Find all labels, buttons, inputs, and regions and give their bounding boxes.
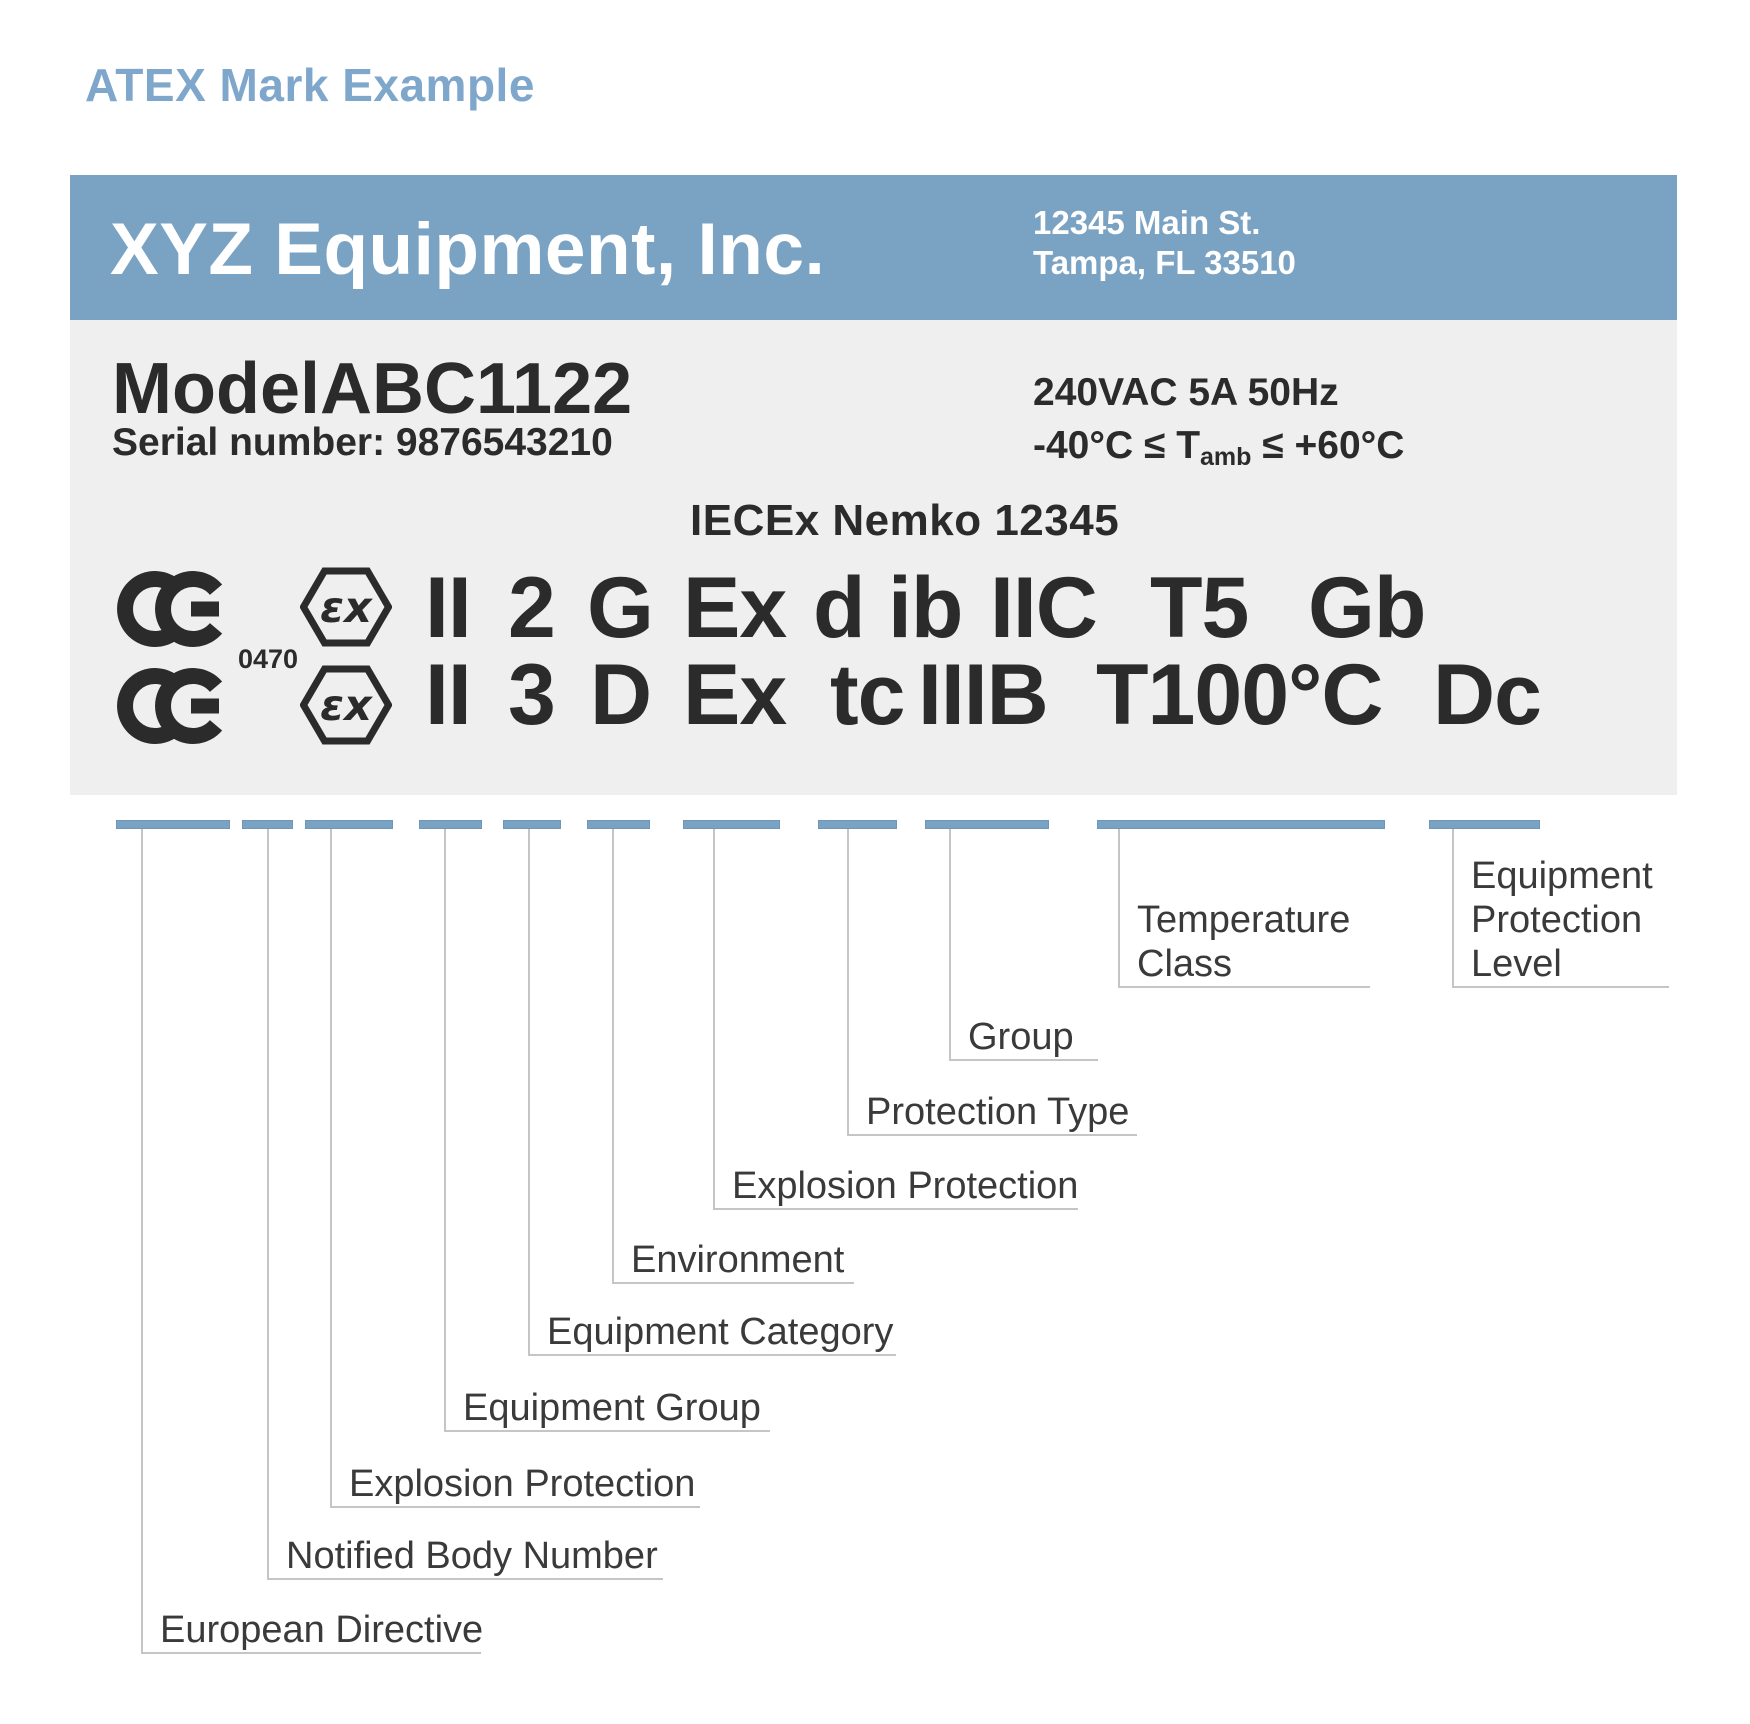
tick-explosion-protection xyxy=(683,820,780,829)
tick-explosion-protection-ce xyxy=(305,820,393,829)
annotation-label-line: Notified Body Number xyxy=(286,1535,658,1577)
underline-equipment-group xyxy=(444,1430,770,1432)
atex-label xyxy=(70,175,1677,795)
tick-equipment-protection-level xyxy=(1429,820,1540,829)
mark-token: d xyxy=(813,560,865,656)
ex-hexagon-icon xyxy=(300,665,392,745)
mark-token: 2 xyxy=(508,560,555,656)
connector-line-explosion-protection xyxy=(713,829,715,1208)
annotation-label-explosion-protection xyxy=(732,1164,1078,1208)
tick-temperature-class xyxy=(1097,820,1385,829)
connector-line-explosion-protection-ce xyxy=(330,829,332,1506)
mark-token: D xyxy=(590,647,652,743)
tick-environment xyxy=(587,820,650,829)
mark-token: G xyxy=(587,560,653,656)
underline-temperature-class xyxy=(1118,986,1370,988)
mark-token: Dc xyxy=(1433,647,1541,743)
connector-line-notified-body-number xyxy=(267,829,269,1578)
notified-body-number: 0470 xyxy=(238,644,299,674)
annotation-label-line: Group xyxy=(968,1016,1074,1058)
company-address xyxy=(1033,203,1296,283)
mark-token: IIC xyxy=(990,560,1097,656)
address-line-1: 12345 Main St. xyxy=(1033,204,1261,241)
annotation-label-explosion-protection-ce xyxy=(349,1462,695,1506)
company-name: XYZ Equipment, Inc. xyxy=(110,209,826,290)
tick-european-directive xyxy=(116,820,230,829)
annotation-label-group xyxy=(968,1015,1074,1059)
connector-line-group xyxy=(949,829,951,1059)
annotation-label-line: Explosion Protection xyxy=(349,1463,696,1505)
mark-token: Ex xyxy=(683,560,787,656)
mark-token: Gb xyxy=(1308,560,1426,656)
ex-hexagon-icon xyxy=(300,567,392,647)
underline-environment xyxy=(612,1282,854,1284)
label-header-band xyxy=(70,175,1677,320)
mark-token: Ex xyxy=(683,647,787,743)
connector-line-european-directive xyxy=(141,829,143,1652)
underline-notified-body-number xyxy=(267,1578,663,1580)
mark-token: T5 xyxy=(1150,560,1249,656)
tick-group xyxy=(925,820,1049,829)
ce-mark-icon xyxy=(117,667,230,745)
annotation-label-notified-body-number xyxy=(286,1534,658,1578)
underline-explosion-protection-ce xyxy=(330,1506,700,1508)
underline-european-directive xyxy=(141,1652,481,1654)
annotation-label-temperature-class xyxy=(1137,898,1350,986)
annotation-label-line: Protection xyxy=(1471,899,1643,941)
connector-line-environment xyxy=(612,829,614,1282)
mark-token: IIIB xyxy=(918,647,1048,743)
tick-equipment-category xyxy=(503,820,561,829)
iecex-certificate-number: IECEx Nemko 12345 xyxy=(690,496,1120,545)
connector-line-temperature-class xyxy=(1118,829,1120,986)
serial-number: Serial number: 9876543210 xyxy=(112,421,613,464)
mark-token: II xyxy=(425,647,471,743)
underline-equipment-protection-level xyxy=(1452,986,1669,988)
underline-protection-type xyxy=(847,1134,1137,1136)
model-number: ModelABC1122 xyxy=(112,349,633,429)
annotation-label-line: Equipment Group xyxy=(463,1387,761,1429)
annotation-label-protection-type xyxy=(866,1090,1129,1134)
ex-glyph: εx xyxy=(320,583,372,633)
page-title: ATEX Mark Example xyxy=(85,59,535,111)
annotation-label-line: Equipment Category xyxy=(547,1311,894,1353)
underline-explosion-protection xyxy=(713,1208,1078,1210)
underline-equipment-category xyxy=(528,1354,896,1356)
mark-token: tc xyxy=(830,647,905,743)
connector-line-equipment-category xyxy=(528,829,530,1354)
annotation-label-european-directive xyxy=(160,1608,483,1652)
tick-notified-body-number xyxy=(242,820,293,829)
annotation-label-line: European Directive xyxy=(160,1609,484,1651)
annotation-label-line: Temperature xyxy=(1137,899,1351,941)
tick-equipment-group xyxy=(419,820,482,829)
ex-glyph: εx xyxy=(320,681,372,731)
temp-subscript: amb xyxy=(1200,443,1252,471)
annotation-label-equipment-group xyxy=(463,1386,761,1430)
tick-protection-type xyxy=(818,820,897,829)
annotation-label-line: Class xyxy=(1137,943,1233,985)
temp-prefix: -40°C ≤ T xyxy=(1033,424,1201,467)
mark-token: T100°C xyxy=(1096,647,1383,743)
underline-group xyxy=(949,1059,1098,1061)
annotation-label-line: Level xyxy=(1471,943,1562,985)
electrical-rating: 240VAC 5A 50Hz xyxy=(1033,371,1339,414)
annotation-label-equipment-protection-level xyxy=(1471,854,1653,986)
annotation-label-equipment-category xyxy=(547,1310,893,1354)
annotation-label-line: Explosion Protection xyxy=(732,1165,1079,1207)
mark-token: 3 xyxy=(508,647,555,743)
ambient-temperature-range xyxy=(1033,426,1404,470)
temp-suffix: ≤ +60°C xyxy=(1251,424,1405,467)
annotation-label-line: Protection Type xyxy=(866,1091,1130,1133)
annotation-label-line: Equipment xyxy=(1471,855,1653,897)
ce-mark-icon xyxy=(117,570,230,648)
connector-line-equipment-group xyxy=(444,829,446,1430)
mark-token: ib xyxy=(888,560,963,656)
connector-line-equipment-protection-level xyxy=(1452,829,1454,986)
mark-token: II xyxy=(425,560,471,656)
annotation-label-environment xyxy=(631,1238,844,1282)
connector-line-protection-type xyxy=(847,829,849,1134)
annotation-label-line: Environment xyxy=(631,1239,845,1281)
address-line-2: Tampa, FL 33510 xyxy=(1033,244,1296,281)
